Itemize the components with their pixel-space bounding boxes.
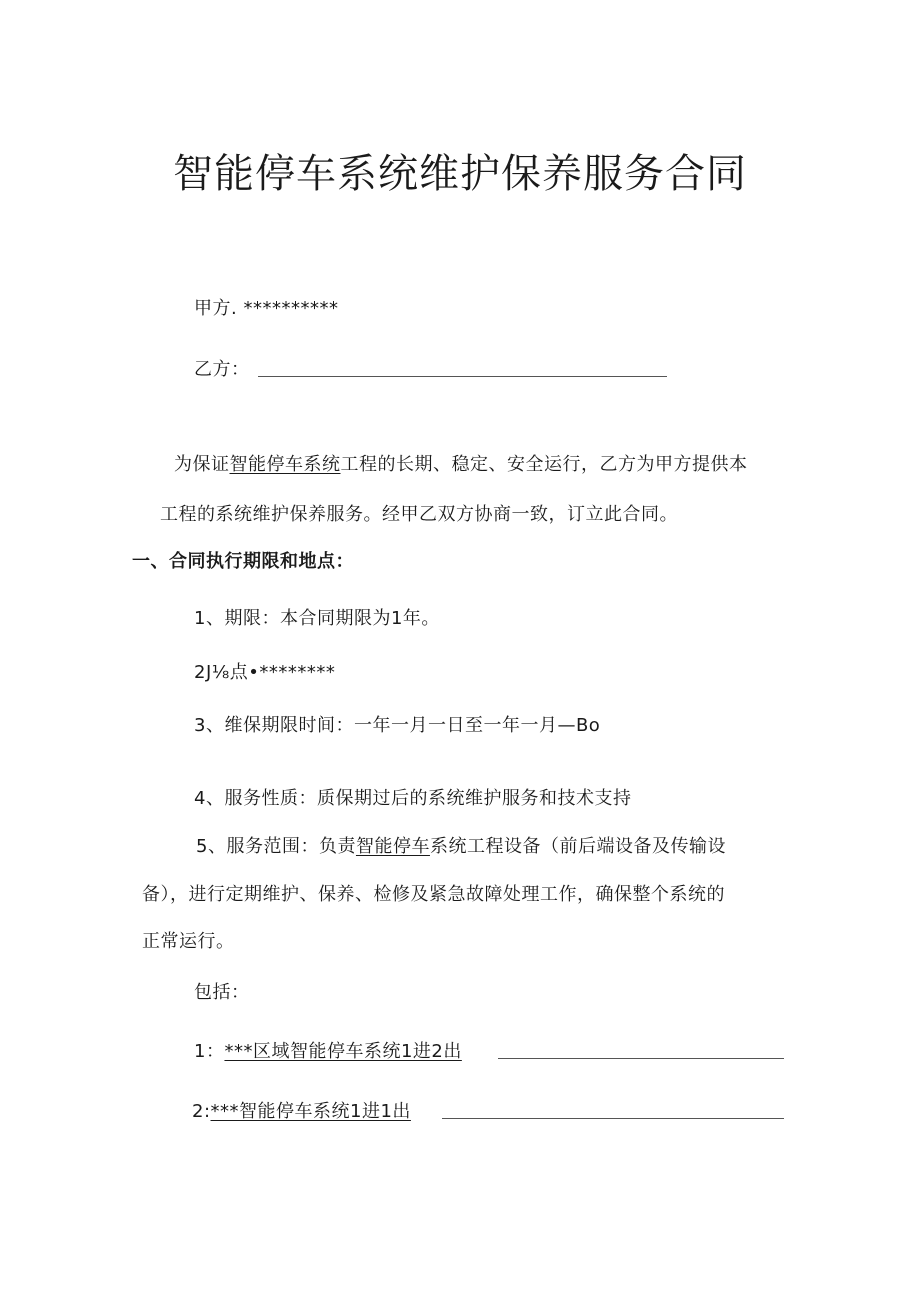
item-5-line-2: 备），进行定期维护、保养、检修及紧急故障处理工作，确保整个系统的	[142, 884, 725, 905]
include-1-prefix: 1：	[194, 1041, 225, 1062]
party-b-label: 乙方：	[194, 359, 250, 380]
include-2-line	[192, 1099, 411, 1125]
party-a-label: 甲方.	[194, 298, 238, 319]
item-5-underlined: 智能停车	[355, 836, 430, 857]
include-2-text: ***智能停车系统1进1出	[210, 1101, 411, 1122]
section-1-heading: 一、合同执行期限和地点：	[132, 551, 354, 572]
party-a-line	[194, 296, 338, 322]
include-2-prefix: 2:	[192, 1101, 211, 1122]
item-1-term: 1、期限：本合同期限为1年。	[194, 608, 440, 629]
intro-underlined-system: 智能停车系统	[229, 454, 341, 475]
include-1-fill-line	[498, 1058, 784, 1059]
item-5-line-1	[196, 834, 726, 860]
intro-line-2: 工程的系统维护保养服务。经甲乙双方协商一致，订立此合同。	[160, 504, 678, 525]
item-3-period: 3、维保期限时间：一年一月一日至一年一月—Bo	[194, 715, 601, 736]
party-a-value: **********	[243, 298, 339, 319]
item-4-service-nature: 4、服务性质：质保期过后的系统维护服务和技术支持	[194, 788, 632, 809]
include-1-text: ***区域智能停车系统1进2出	[224, 1041, 462, 1062]
item-5-prefix: 5、服务范围：负责	[196, 836, 356, 857]
document-title: 智能停车系统维护保养服务合同	[173, 151, 747, 197]
intro-suffix: 工程的长期、稳定、安全运行，乙方为甲方提供本	[340, 454, 748, 475]
intro-line-1	[174, 452, 748, 478]
intro-prefix: 为保证	[174, 454, 230, 475]
party-b-fill-line	[258, 376, 667, 377]
item-5-suffix: 系统工程设备（前后端设备及传输设	[429, 836, 726, 857]
item-5-line-3: 正常运行。	[142, 931, 235, 952]
includes-label: 包括：	[194, 982, 250, 1003]
include-1-line	[194, 1039, 462, 1065]
item-2-location: 2J⅛点•********	[194, 662, 336, 683]
include-2-fill-line	[442, 1118, 784, 1119]
